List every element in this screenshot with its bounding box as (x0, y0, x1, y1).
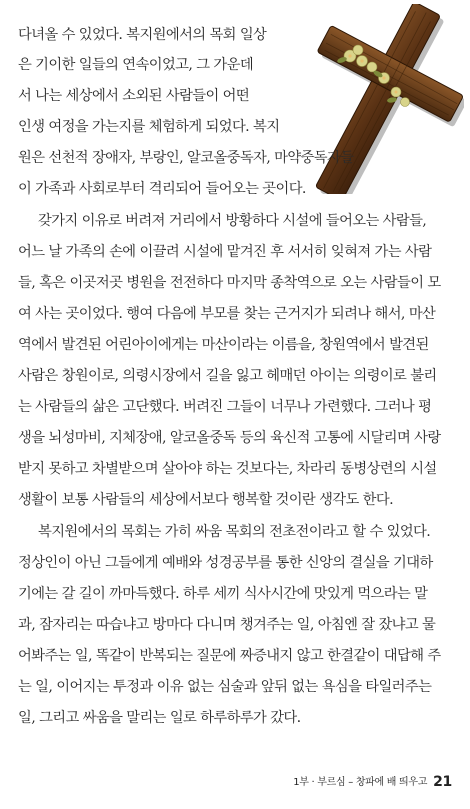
paragraph-start-line: 복지원에서의 목회는 가히 싸움 목회의 전초전이라고 할 수 있었다. (38, 524, 431, 540)
body-line: 이 가족과 사회로부터 격리되어 들어오는 곳이다. (18, 181, 306, 197)
body-line: 일, 그리고 싸움을 말리는 일로 하루하루가 갔다. (18, 710, 301, 726)
body-line: 인생 여정을 가는지를 체험하게 되었다. 복지 (18, 119, 280, 135)
body-line: 들, 혹은 이곳저곳 병원을 전전하다 마지막 종착역으로 오는 사람들이 모 (18, 275, 441, 291)
body-line: 받지 못하고 차별받으며 살아야 하는 것보다는, 차라리 동병상련의 시설 (18, 461, 437, 477)
body-line: 원은 선천적 장애자, 부랑인, 알코올중독자, 마약중독자들 (18, 150, 354, 166)
body-line: 정상인이 아닌 그들에게 예배와 성경공부를 통한 신앙의 결실을 기대하 (18, 555, 433, 571)
body-line: 사람은 창원이로, 의령시장에서 길을 잃고 헤매던 아이는 의령이로 불리 (18, 368, 437, 384)
paragraph-start-line: 갖가지 이유로 버려져 거리에서 방황하다 시설에 들어오는 사람들, (38, 213, 427, 229)
body-line: 역에서 발견된 어린아이에게는 마산이라는 이름을, 창원역에서 발견된 (18, 337, 429, 353)
body-line: 과, 잠자리는 따습냐고 방마다 다니며 챙겨주는 일, 아침엔 잘 잤냐고 물 (18, 617, 436, 633)
body-line: 어봐주는 일, 똑같이 반복되는 질문에 짜증내지 않고 한결같이 대답해 주 (18, 648, 441, 664)
body-line: 은 기이한 일들의 연속이었고, 그 가운데 (18, 57, 254, 73)
body-line: 기에는 갈 길이 까마득했다. 하루 세끼 식사시간에 맛있게 먹으라는 말 (18, 586, 428, 602)
body-line: 는 일, 이어지는 투정과 이유 없는 심술과 앞뒤 없는 욕심을 타일러주는 (18, 679, 432, 695)
running-title: 1부 · 부르심 – 창파에 배 띄우고 (293, 777, 428, 788)
body-line: 서 나는 세상에서 소외된 사람들이 어떤 (18, 88, 250, 104)
page-number: 21 (433, 774, 452, 790)
body-line: 생을 뇌성마비, 지체장애, 알코올중독 등의 육신적 고통에 시달리며 사랑 (18, 430, 441, 446)
page-footer (293, 773, 452, 793)
body-line: 어느 날 가족의 손에 이끌려 시설에 맡겨진 후 서서히 잊혀져 가는 사람 (18, 244, 432, 260)
body-line: 여 사는 곳이었다. 행여 다음에 부모를 찾는 근거지가 되려나 해서, 마산 (18, 306, 436, 322)
body-line: 는 사람들의 삶은 고단했다. 버려진 그들이 너무나 가련했다. 그러나 평 (18, 399, 432, 415)
body-line: 생활이 보통 사람들의 세상에서보다 행복할 것이란 생각도 한다. (18, 492, 394, 508)
body-line: 다녀올 수 있었다. 복지원에서의 목회 일상 (18, 27, 267, 43)
